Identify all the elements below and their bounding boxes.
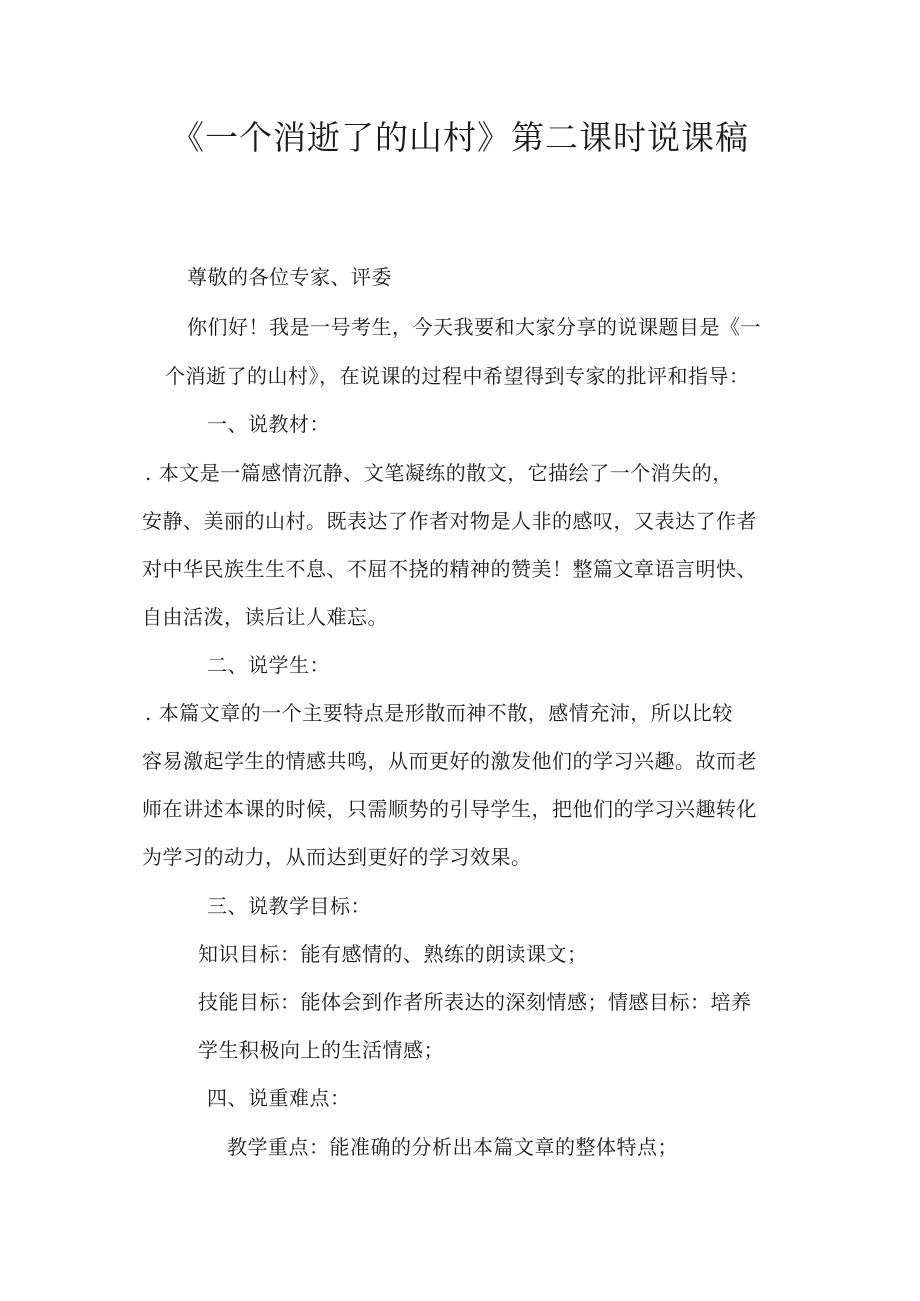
skill-goal-line-2: 学生积极向上的生活情感；	[198, 1038, 444, 1062]
paragraph-line: 对中华民族生生不息、不屈不挠的精神的赞美！整篇文章语言明快、	[142, 557, 757, 581]
section-heading-teaching-goals: 三、说教学目标：	[207, 894, 371, 918]
section-heading-teaching-material: 一、说教材：	[207, 412, 330, 436]
section-heading-key-points: 四、说重难点：	[207, 1086, 351, 1110]
paragraph-line: 安静、美丽的山村。既表达了作者对物是人非的感叹，又表达了作者	[142, 509, 757, 533]
paragraph-line: . 本文是一篇感情沉静、文笔凝练的散文，它描绘了一个消失的，	[145, 461, 733, 485]
paragraph-line: 为学习的动力，从而达到更好的学习效果。	[142, 845, 532, 869]
paragraph-line: 自由活泼，读后让人难忘。	[142, 605, 388, 629]
document-title: 《一个消逝了的山村》第二课时说课稿	[171, 118, 749, 157]
intro-line-2: 个消逝了的山村》，在说课的过程中希望得到专家的批评和指导：	[165, 364, 750, 388]
paragraph-line: 师在讲述本课的时候，只需顺势的引导学生，把他们的学习兴趣转化	[142, 797, 757, 821]
section-heading-students: 二、说学生：	[207, 653, 330, 677]
paragraph-line: . 本篇文章的一个主要特点是形散而神不散，感情充沛，所以比较	[145, 701, 733, 725]
greeting: 尊敬的各位专家、评委	[187, 265, 392, 289]
key-point: 教学重点：能准确的分析出本篇文章的整体特点；	[227, 1135, 678, 1159]
paragraph-line: 容易激起学生的情感共鸣，从而更好的激发他们的学习兴趣。故而老	[142, 749, 757, 773]
intro-line-1: 你们好！我是一号考生，今天我要和大家分享的说课题目是《一	[187, 315, 761, 339]
knowledge-goal: 知识目标：能有感情的、熟练的朗读课文；	[198, 942, 588, 966]
skill-goal-line-1: 技能目标：能体会到作者所表达的深刻情感；情感目标：培养	[198, 990, 752, 1014]
